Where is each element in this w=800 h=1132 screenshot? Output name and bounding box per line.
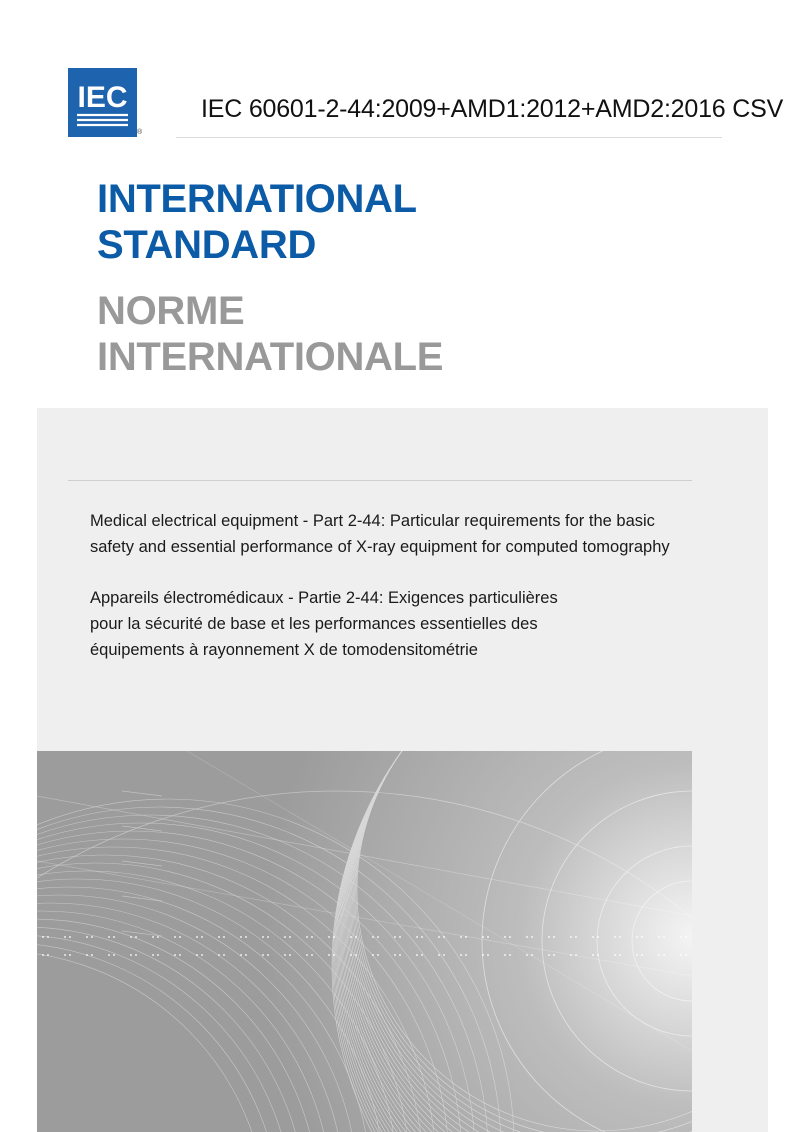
description-french xyxy=(90,585,558,663)
title-french xyxy=(97,288,443,380)
description-french-line3: équipements à rayonnement X de tomodensitométrie xyxy=(90,641,478,659)
description-english-line1: Medical electrical equipment - Part 2-44: Particular requirements for the basic xyxy=(90,512,655,530)
title-french-line1: NORME xyxy=(97,289,245,333)
cover-arcs-artwork-icon xyxy=(37,751,692,1132)
title-english-line1: INTERNATIONAL xyxy=(97,177,417,221)
registered-mark: ® xyxy=(137,129,143,136)
document-reference: IEC 60601-2-44:2009+AMD1:2012+AMD2:2016 CSV xyxy=(201,95,784,123)
title-english-line2: STANDARD xyxy=(97,223,317,267)
description-english xyxy=(90,508,670,560)
iec-logo-icon xyxy=(68,68,137,137)
description-french-line1: Appareils électromédicaux - Partie 2-44: Exigences particulières xyxy=(90,589,558,607)
description-english-line2: safety and essential performance of X-ray equipment for computed tomography xyxy=(90,538,670,556)
title-french-line2: INTERNATIONALE xyxy=(97,335,444,379)
title-english xyxy=(97,176,417,268)
header-divider xyxy=(176,137,722,138)
panel-divider xyxy=(68,480,692,481)
logo-text: IEC xyxy=(77,81,128,114)
description-french-line2: pour la sécurité de base et les performances essentielles des xyxy=(90,615,538,633)
